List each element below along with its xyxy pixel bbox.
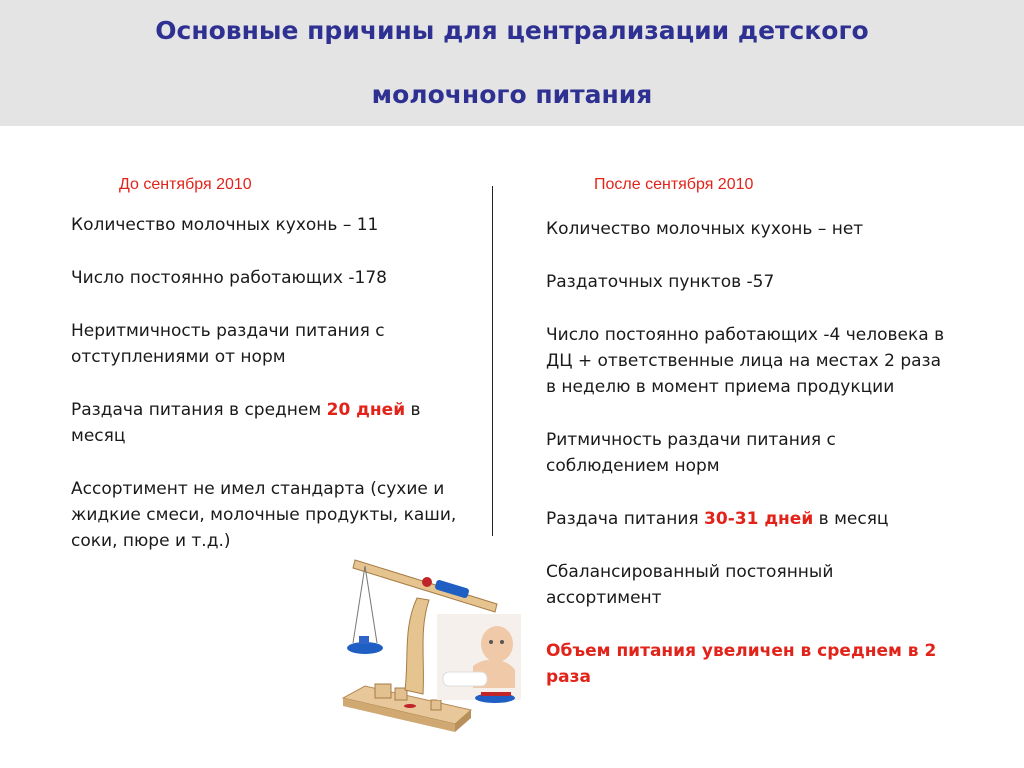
list-item: Сбалансированный постоянный ассортимент [546, 562, 834, 608]
highlight-value: 20 дней [326, 400, 406, 420]
item-text: Раздача питания [546, 509, 705, 529]
list-item: Число постоянно работающих -4 человека в ДЦ + ответственные лица на местах 2 раза в неделю в момент приема продукции [546, 325, 945, 397]
column-divider [492, 186, 493, 536]
balance-scale-with-baby-icon [335, 548, 525, 748]
page-title-line1: Основные причины для централизации детского [155, 16, 869, 45]
right-column-heading: После сентября 2010 [594, 176, 754, 193]
list-item: Количество молочных кухонь – нет [546, 219, 864, 239]
item-text: в месяц [71, 400, 421, 446]
left-column-heading: До сентября 2010 [119, 176, 252, 193]
header-band [0, 0, 1024, 126]
list-item: Ассортимент не имел стандарта (сухие и жидкие смеси, молочные продукты, каши, соки, пюре и т.д.) [71, 479, 457, 551]
after-list [546, 216, 946, 717]
list-item: Неритмичность раздачи питания с отступлениями от норм [71, 321, 385, 367]
list-item-emphasis: Объем питания увеличен в среднем в 2 раза [546, 641, 937, 687]
highlight-value: 30-31 дней [704, 509, 814, 529]
list-item: Число постоянно работающих -178 [71, 268, 387, 288]
page-title-line2: молочного питания [371, 80, 653, 109]
item-text: в месяц [813, 509, 889, 529]
list-item: Раздаточных пунктов -57 [546, 272, 775, 292]
list-item [71, 397, 471, 449]
list-item: Количество молочных кухонь – 11 [71, 215, 379, 235]
before-list [71, 212, 471, 581]
item-text: Раздача питания в среднем [71, 400, 327, 420]
list-item [546, 506, 946, 532]
list-item: Ритмичность раздачи питания с соблюдением норм [546, 430, 836, 476]
